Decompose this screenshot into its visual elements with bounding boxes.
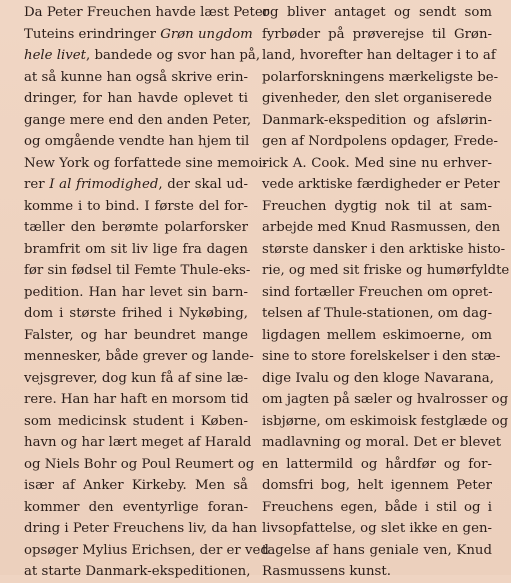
- text-line: [24, 303, 248, 325]
- text-segment: rer: [24, 177, 50, 192]
- text-segment: , der skal ud-: [158, 177, 248, 192]
- text-line: [262, 153, 492, 175]
- text-segment: Falster, og har beundret mange: [24, 327, 248, 343]
- text-segment: Tuteins erindringer: [24, 26, 161, 42]
- text-line: [24, 131, 248, 153]
- text-line: [262, 303, 492, 325]
- left-text-column: [24, 2, 270, 583]
- text-line: [24, 88, 248, 110]
- text-line: [24, 368, 248, 390]
- text-line: [24, 432, 252, 454]
- text-line: [262, 475, 492, 497]
- text-segment: land, hvorefter han deltager i to af: [262, 48, 496, 63]
- text-segment: sine to store forelskelser i den stæ-: [262, 349, 501, 364]
- italic-title-text: hele livet: [24, 48, 87, 63]
- italic-title-text: I al frimodighed: [49, 177, 159, 192]
- text-segment: havn og har lært meget af Harald: [24, 435, 252, 450]
- text-line: [262, 325, 492, 347]
- text-segment: givenheder, den slet organiserede: [262, 91, 492, 106]
- text-segment: mennesker, både grever og lande-: [24, 349, 254, 364]
- text-line: [24, 389, 248, 411]
- text-line: [24, 174, 248, 196]
- text-line: [24, 282, 248, 304]
- text-line: [262, 67, 499, 89]
- text-line: [262, 196, 492, 218]
- text-line: [24, 239, 248, 261]
- text-segment: rick A. Cook. Med sine nu erhver-: [262, 155, 492, 171]
- text-line: [262, 217, 501, 239]
- text-line: [24, 110, 252, 132]
- text-segment: dom i største frihed i Nykøbing,: [24, 306, 248, 321]
- text-line: [262, 239, 506, 261]
- text-segment: rie, og med sit friske og humørfyldte: [262, 263, 510, 278]
- text-line: [24, 196, 248, 218]
- text-segment: gen af Nordpolens opdager, Frede-: [262, 134, 499, 149]
- text-segment: isbjørne, om eskimoisk festglæde og: [262, 413, 509, 429]
- text-line: [262, 260, 510, 282]
- text-line: [262, 282, 492, 304]
- text-segment: madlavning og moral. Det er blevet: [262, 435, 502, 450]
- text-segment: ligdagen mellem eskimoerne, om: [262, 327, 492, 343]
- text-line: [262, 346, 501, 368]
- column-gutter: [252, 0, 253, 575]
- text-segment: som medicinsk student i Køben-: [24, 413, 248, 429]
- text-line: [24, 346, 254, 368]
- text-line: [262, 518, 492, 540]
- text-segment: en lattermild og hårdfør og for-: [262, 456, 492, 472]
- text-line: [24, 325, 248, 347]
- italic-title-text: Grøn ungdom: [160, 26, 253, 42]
- text-line: [262, 45, 496, 67]
- text-segment: tagelse af hans geniale ven, Knud: [262, 542, 492, 558]
- text-line: [24, 217, 248, 239]
- text-segment: opsøger Mylius Erichsen, der er ved: [24, 542, 269, 558]
- text-segment: sind fortæller Freuchen om opret-: [262, 284, 493, 300]
- text-line: [262, 24, 492, 46]
- text-segment: bramfrit om sit liv lige fra dagen: [24, 241, 248, 257]
- text-line: [262, 411, 509, 433]
- text-line: [24, 260, 251, 282]
- text-segment: især af Anker Kirkeby. Men så: [24, 478, 248, 493]
- text-segment: kommer den eventyrlige foran-: [24, 499, 248, 515]
- text-line: [262, 561, 492, 583]
- text-segment: Freuchens egen, både i stil og i: [262, 499, 492, 515]
- text-line: [262, 131, 499, 153]
- text-line: [262, 174, 500, 196]
- text-line: [24, 454, 255, 476]
- text-segment: og omgående vendte han hjem til: [24, 134, 250, 149]
- text-segment: pedition. Han har levet sin barn-: [24, 284, 248, 300]
- text-line: [262, 110, 492, 132]
- text-segment: Freuchen dygtig nok til at sam-: [262, 198, 492, 214]
- text-line: [262, 540, 492, 562]
- text-line: [24, 475, 248, 497]
- right-text-column: [262, 2, 510, 583]
- text-line: [262, 454, 492, 476]
- text-segment: rere. Han har haft en morsom tid: [24, 392, 249, 407]
- text-line: [262, 2, 492, 24]
- text-segment: at starte Danmark-ekspeditionen,: [24, 564, 251, 579]
- text-segment: dring i Peter Freuchens liv, da han: [24, 521, 258, 536]
- text-segment: Danmark-ekspedition og afslørin-: [262, 112, 492, 128]
- text-line: [262, 389, 509, 411]
- text-segment: at så kunne han også skrive erin-: [24, 69, 248, 85]
- text-segment: dige Ivalu og den kloge Navarana,: [262, 370, 494, 386]
- text-segment: , bandede og svor han på,: [86, 48, 261, 63]
- text-line: [262, 88, 492, 110]
- text-line: [24, 518, 258, 540]
- text-segment: før sin fødsel til Femte Thule-eks-: [24, 263, 251, 278]
- text-segment: polarforskningens mærkeligste be-: [262, 69, 499, 85]
- text-segment: vejsgrever, dog kun få af sine læ-: [24, 370, 248, 386]
- text-segment: komme i to bind. I første del for-: [24, 198, 248, 214]
- text-line: [24, 45, 261, 67]
- text-line: [262, 368, 492, 390]
- text-segment: største dansker i den arktiske histo-: [262, 241, 506, 257]
- text-segment: tæller den berømte polarforsker: [24, 220, 248, 235]
- text-segment: og bliver antaget og sendt som: [262, 5, 492, 20]
- text-segment: Rasmussens kunst.: [262, 564, 391, 579]
- text-segment: gange mere end den anden Peter,: [24, 112, 252, 128]
- text-line: [24, 561, 251, 583]
- text-segment: og Niels Bohr og Poul Reumert og: [24, 456, 255, 472]
- text-line: [24, 24, 253, 46]
- text-segment: Da Peter Freuchen havde læst Peter: [24, 5, 270, 20]
- text-segment: vede arktiske færdigheder er Peter: [262, 177, 500, 192]
- text-line: [24, 540, 269, 562]
- text-line: [262, 497, 492, 519]
- text-line: [262, 432, 502, 454]
- text-line: [24, 2, 270, 24]
- text-segment: domsfri bog, helt igennem Peter: [262, 478, 492, 493]
- text-line: [24, 153, 267, 175]
- text-segment: New York og forfattede sine memoi-: [24, 155, 267, 171]
- text-line: [24, 67, 248, 89]
- text-segment: om jagten på sæler og hvalrosser og: [262, 392, 509, 407]
- text-segment: arbejde med Knud Rasmussen, den: [262, 220, 501, 235]
- text-segment: dringer, for han havde oplevet ti: [24, 91, 248, 106]
- text-line: [24, 411, 248, 433]
- text-segment: fyrbøder på prøverejse til Grøn-: [262, 26, 492, 42]
- text-segment: telsen af Thule-stationen, om dag-: [262, 306, 493, 321]
- text-segment: livsopfattelse, og slet ikke en gen-: [262, 521, 492, 536]
- text-line: [24, 497, 248, 519]
